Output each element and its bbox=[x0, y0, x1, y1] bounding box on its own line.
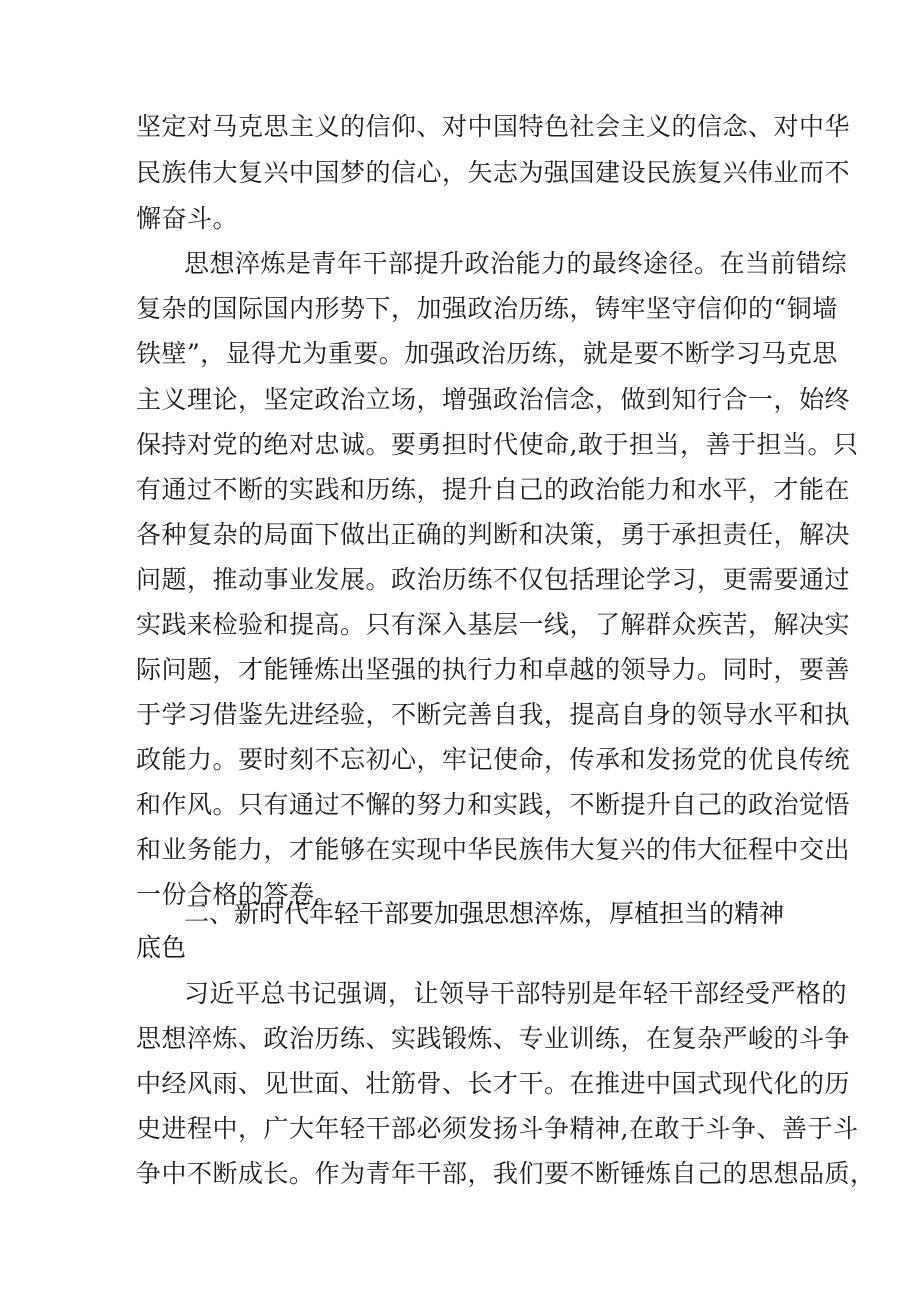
text-line: 主义理论，坚定政治立场，增强政治信念，做到知行合一，始终 bbox=[136, 385, 851, 414]
section-heading-line-1: 二、新时代年轻干部要加强思想淬炼，厚植担当的精神 bbox=[184, 899, 785, 928]
text-line: 复杂的国际国内形势下，加强政治历练，铸牢坚守信仰的“铜墙 bbox=[136, 294, 838, 323]
text-line: 思想淬炼是青年干部提升政治能力的最终途径。在当前错综 bbox=[184, 249, 848, 278]
text-line: 思想淬炼、政治历练、实践锻炼、专业训练，在复杂严峻的斗争 bbox=[136, 1024, 851, 1053]
text-line: 习近平总书记强调，让领导干部特别是年轻干部经受严格的 bbox=[184, 979, 848, 1008]
text-line: 有通过不断的实践和历练，提升自己的政治能力和水平，才能在 bbox=[136, 475, 851, 504]
text-line: 各种复杂的局面下做出正确的判断和决策，勇于承担责任，解决 bbox=[136, 520, 851, 549]
text-line: 坚定对马克思主义的信仰、对中国特色社会主义的信念、对中华 bbox=[136, 112, 851, 141]
text-line: 铁壁”，显得尤为重要。加强政治历练，就是要不断学习马克思 bbox=[136, 339, 838, 368]
text-line: 问题，推动事业发展。政治历练不仅包括理论学习，更需要通过 bbox=[136, 565, 851, 594]
text-line: 和业务能力，才能够在实现中华民族伟大复兴的伟大征程中交出 bbox=[136, 835, 851, 864]
text-line: 史进程中，广大年轻干部必须发扬斗争精神,在敢于斗争、善于斗 bbox=[136, 1114, 859, 1143]
text-line: 保持对党的绝对忠诚。要勇担时代使命,敢于担当，善于担当。只 bbox=[136, 430, 859, 459]
text-line: 中经风雨、见世面、壮筋骨、长才干。在推进中国式现代化的历 bbox=[136, 1069, 851, 1098]
text-line: 政能力。要时刻不忘初心，牢记使命，传承和发扬党的优良传统 bbox=[136, 745, 851, 774]
text-line: 争中不断成长。作为青年干部，我们要不断锤炼自己的思想品质， bbox=[136, 1159, 876, 1188]
text-line: 际问题，才能锤炼出坚强的执行力和卓越的领导力。同时，要善 bbox=[136, 655, 851, 684]
text-line: 于学习借鉴先进经验，不断完善自我，提高自身的领导水平和执 bbox=[136, 700, 851, 729]
text-line: 和作风。只有通过不懈的努力和实践，不断提升自己的政治觉悟 bbox=[136, 790, 851, 819]
section-heading-line-2: 底色 bbox=[136, 933, 187, 962]
text-line: 懈奋斗。 bbox=[136, 204, 239, 233]
text-line: 实践来检验和提高。只有深入基层一线，了解群众疾苦，解决实 bbox=[136, 610, 851, 639]
text-line: 民族伟大复兴中国梦的信心，矢志为强国建设民族复兴伟业而不 bbox=[136, 158, 851, 187]
text-line: 一份合格的答卷。 bbox=[136, 880, 341, 909]
